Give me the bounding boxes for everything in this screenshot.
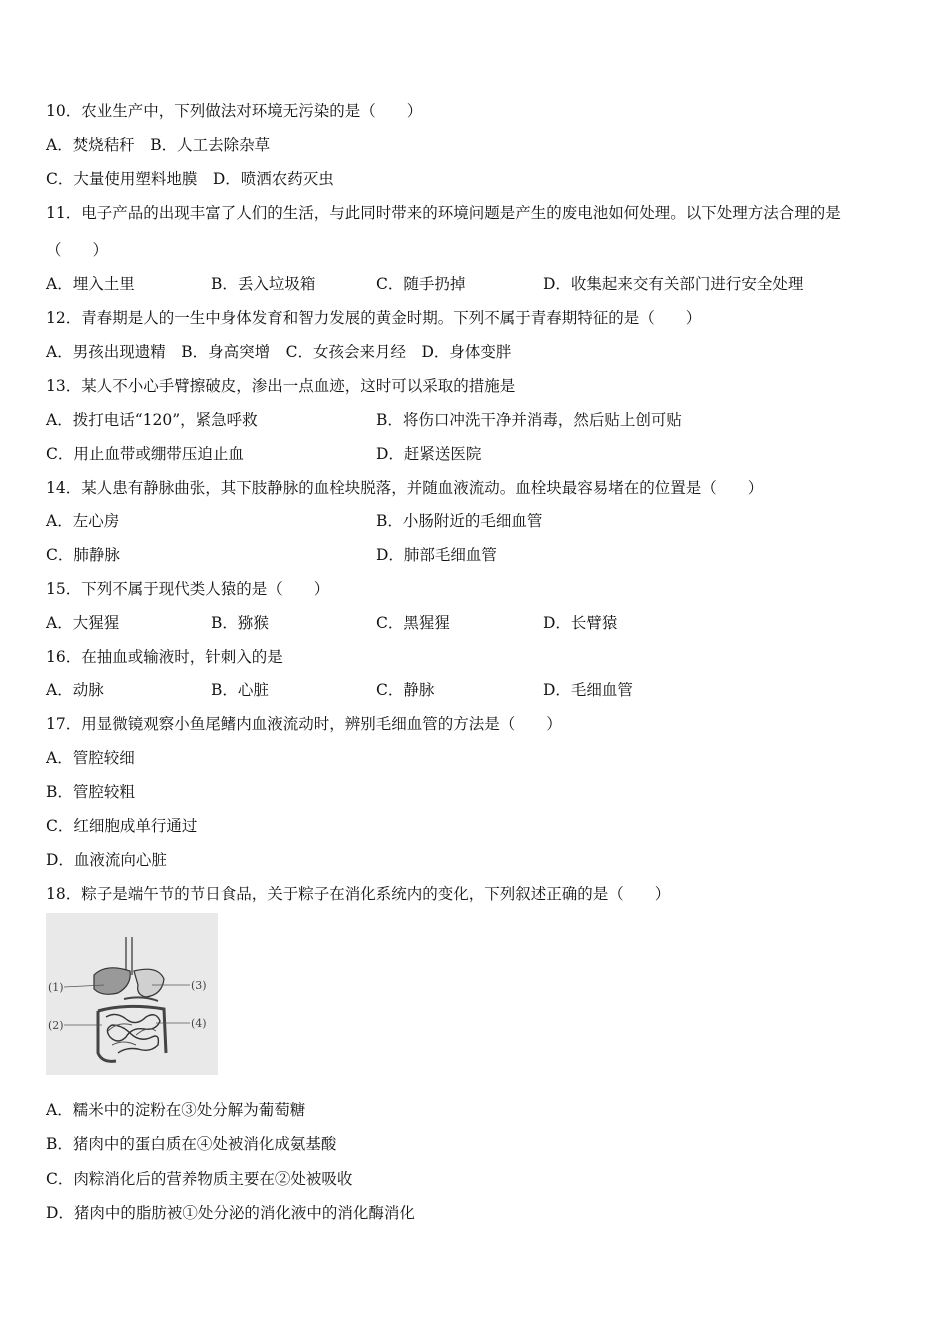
q12-stem: 12．青春期是人的一生中身体发育和智力发展的黄金时期。下列不属于青春期特征的是（ ） <box>46 309 702 327</box>
q15-option-c: C．黑猩猩 <box>376 614 450 632</box>
q11-option-b: B．丢入垃圾箱 <box>211 275 316 293</box>
q17-stem: 17．用显微镜观察小鱼尾鳍内血液流动时，辨别毛细血管的方法是（ ） <box>46 715 562 733</box>
q15-stem: 15．下列不属于现代类人猿的是（ ） <box>46 580 330 598</box>
q15-option-a: A．大猩猩 <box>46 614 120 632</box>
digestive-system-diagram <box>46 913 218 1075</box>
q14-stem: 14．某人患有静脉曲张，其下肢静脉的血栓块脱落，并随血液流动。血栓块最容易堵在的位置是（ ） <box>46 479 764 497</box>
q11-option-d: D．收集起来交有关部门进行安全处理 <box>543 275 804 293</box>
q18-option-c: C．肉粽消化后的营养物质主要在②处被吸收 <box>46 1170 353 1188</box>
q18-option-d: D．猪肉中的脂肪被①处分泌的消化液中的消化酶消化 <box>46 1204 415 1222</box>
digestive-system-figure <box>46 913 218 1075</box>
q16-option-c: C．静脉 <box>376 681 435 699</box>
q17-option-b: B．管腔较粗 <box>46 783 135 801</box>
figure-label-4: (4) <box>191 1017 207 1030</box>
q18-stem: 18．粽子是端午节的节日食品，关于粽子在消化系统内的变化，下列叙述正确的是（ ） <box>46 885 671 903</box>
q12-options-row1: A．男孩出现遗精 B．身高突增 C．女孩会来月经 D．身体变胖 <box>46 343 512 361</box>
q16-option-b: B．心脏 <box>211 681 269 699</box>
q14-option-d: D．肺部毛细血管 <box>376 546 497 564</box>
figure-label-3: (3) <box>191 979 207 992</box>
q14-option-a: A．左心房 <box>46 512 120 530</box>
q17-option-a: A．管腔较细 <box>46 749 135 767</box>
figure-label-2: (2) <box>48 1019 64 1032</box>
q15-option-b: B．猕猴 <box>211 614 269 632</box>
q10-options-row1: A．焚烧秸秆 B．人工去除杂草 <box>46 136 271 154</box>
q13-stem: 13．某人不小心手臂擦破皮，渗出一点血迹，这时可以采取的措施是 <box>46 377 516 395</box>
figure-label-1: (1) <box>48 981 64 994</box>
q13-option-b: B．将伤口冲洗干净并消毒，然后贴上创可贴 <box>376 411 682 429</box>
q11-option-a: A．埋入土里 <box>46 275 135 293</box>
q16-stem: 16．在抽血或输液时，针刺入的是 <box>46 648 283 666</box>
q10-stem: 10．农业生产中，下列做法对环境无污染的是（ ） <box>46 102 423 120</box>
q11-stem: 11．电子产品的出现丰富了人们的生活，与此同时带来的环境问题是产生的废电池如何处理。以下处理方法合理的是 <box>46 204 841 222</box>
q16-option-d: D．毛细血管 <box>543 681 633 699</box>
q13-option-c: C．用止血带或绷带压迫止血 <box>46 445 244 463</box>
q18-option-b: B．猪肉中的蛋白质在④处被消化成氨基酸 <box>46 1135 337 1153</box>
q14-option-b: B．小肠附近的毛细血管 <box>376 512 543 530</box>
q17-option-c: C．红细胞成单行通过 <box>46 817 198 835</box>
q15-option-d: D．长臂猿 <box>543 614 618 632</box>
q17-option-d: D．血液流向心脏 <box>46 851 167 869</box>
q13-option-a: A．拨打电话“120”，紧急呼救 <box>46 411 258 429</box>
q14-option-c: C．肺静脉 <box>46 546 120 564</box>
q16-option-a: A．动脉 <box>46 681 104 699</box>
q13-option-d: D．赶紧送医院 <box>376 445 482 463</box>
q10-options-row2: C．大量使用塑料地膜 D．喷洒农药灭虫 <box>46 170 334 188</box>
q18-option-a: A．糯米中的淀粉在③处分解为葡萄糖 <box>46 1101 306 1119</box>
q11-option-c: C．随手扔掉 <box>376 275 466 293</box>
q11-stem-continuation: （ ） <box>46 241 109 259</box>
